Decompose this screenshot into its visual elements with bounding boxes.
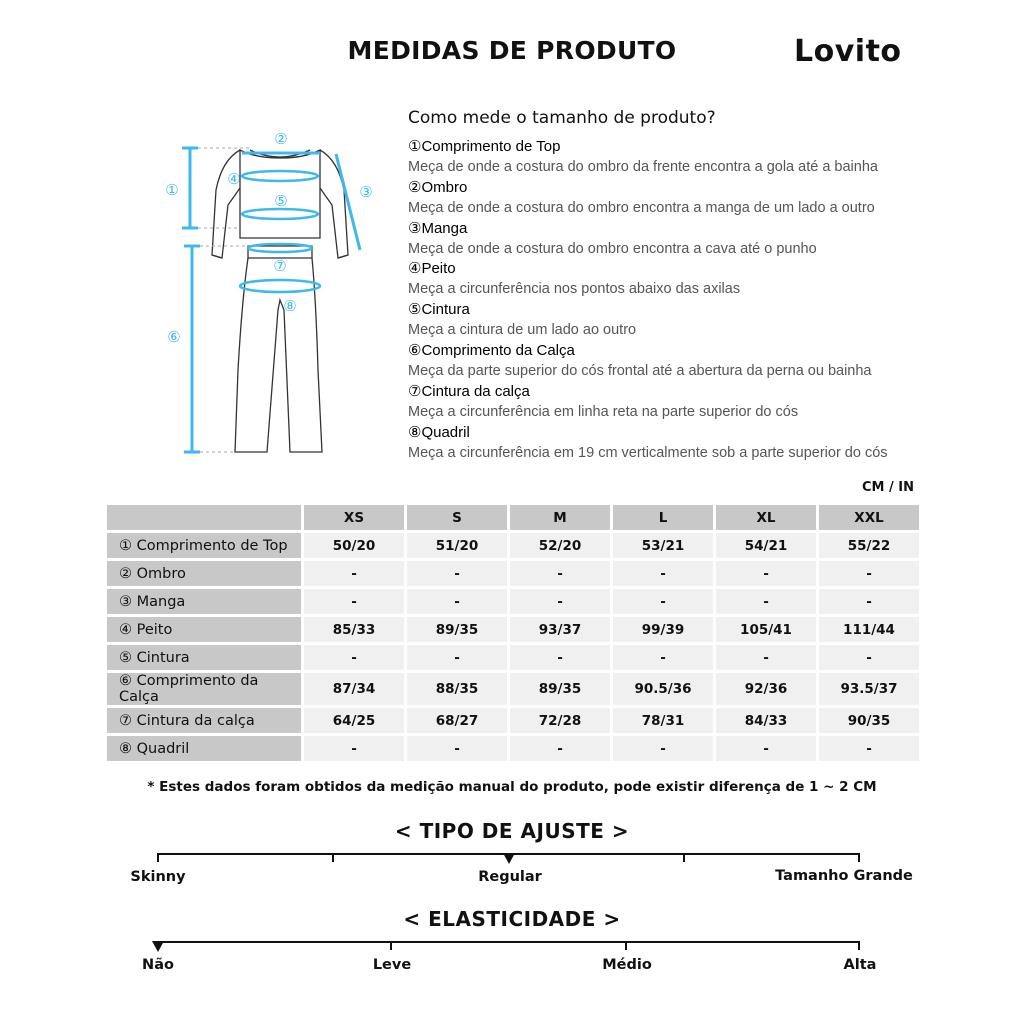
instruction-item xyxy=(408,259,1008,299)
size-value-cell: 51/20 xyxy=(407,533,507,558)
instruction-item xyxy=(408,382,1008,422)
elasticity-label: Leve xyxy=(372,957,412,973)
disclaimer-note: * Estes dados foram obtidos da medição manual do produto, pode existir diferença de 1 ~ 2 CM xyxy=(147,779,877,795)
size-value-cell: 88/35 xyxy=(407,673,507,705)
instruction-item xyxy=(408,341,1008,381)
fit-tick xyxy=(858,853,860,862)
size-value-cell: 84/33 xyxy=(716,708,816,733)
instruction-desc: Meça a circunferência em 19 cm verticalmente sob a parte superior do cós xyxy=(408,445,888,461)
size-value-cell: 54/21 xyxy=(716,533,816,558)
instruction-label: ⑤Cintura xyxy=(408,301,470,318)
measurement-name-cell: ⑤ Cintura xyxy=(107,645,301,670)
instruction-label: ①Comprimento de Top xyxy=(408,138,561,155)
size-value-cell: 87/34 xyxy=(304,673,404,705)
fit-tick xyxy=(157,853,159,862)
size-value-cell: 50/20 xyxy=(304,533,404,558)
brand-logo: Lovito xyxy=(794,34,902,69)
size-value-cell: 89/35 xyxy=(407,617,507,642)
garment-diagram-icon xyxy=(150,120,380,470)
instruction-item xyxy=(408,178,1008,218)
guide-dashes xyxy=(198,148,250,452)
table-header-row xyxy=(107,505,919,530)
size-value-cell: - xyxy=(407,561,507,586)
size-header: L xyxy=(613,505,713,530)
size-value-cell: - xyxy=(304,736,404,761)
instruction-label: ⑦Cintura da calça xyxy=(408,383,530,400)
measurement-name-cell: ③ Manga xyxy=(107,589,301,614)
size-value-cell: 78/31 xyxy=(613,708,713,733)
size-value-cell: 93.5/37 xyxy=(819,673,919,705)
size-chart-table xyxy=(104,502,922,764)
size-value-cell: - xyxy=(407,645,507,670)
elasticity-scale-line xyxy=(158,941,860,943)
table-row xyxy=(107,645,919,670)
mark-1: ① xyxy=(165,181,179,199)
instruction-label: ④Peito xyxy=(408,260,456,277)
instruction-desc: Meça de onde a costura do ombro encontra a cava até o punho xyxy=(408,241,817,257)
instruction-desc: Meça de onde a costura do ombro da frente encontra a gola até a bainha xyxy=(408,159,878,175)
measurement-name-cell: ⑥ Comprimento da Calça xyxy=(107,673,301,705)
size-value-cell: - xyxy=(304,561,404,586)
table-row xyxy=(107,589,919,614)
size-value-cell: - xyxy=(716,561,816,586)
mark-7: ⑦ xyxy=(273,257,287,275)
size-value-cell: 72/28 xyxy=(510,708,610,733)
measurement-name-cell: ⑦ Cintura da calça xyxy=(107,708,301,733)
size-header: XS xyxy=(304,505,404,530)
size-value-cell: - xyxy=(819,645,919,670)
fit-tick xyxy=(683,853,685,862)
size-value-cell: - xyxy=(510,645,610,670)
table-row xyxy=(107,708,919,733)
fit-scale-title: < TIPO DE AJUSTE > xyxy=(394,819,630,843)
size-value-cell: 52/20 xyxy=(510,533,610,558)
size-header: M xyxy=(510,505,610,530)
instruction-item xyxy=(408,219,1008,259)
size-value-cell: 92/36 xyxy=(716,673,816,705)
elasticity-tick xyxy=(858,941,860,950)
elasticity-scale-title: < ELASTICIDADE > xyxy=(403,907,621,931)
size-value-cell: - xyxy=(716,589,816,614)
size-value-cell: - xyxy=(716,736,816,761)
size-value-cell: - xyxy=(819,561,919,586)
size-header: XL xyxy=(716,505,816,530)
mark-6: ⑥ xyxy=(167,328,181,346)
size-value-cell: - xyxy=(407,589,507,614)
mark-2: ② xyxy=(274,130,288,148)
instruction-desc: Meça da parte superior do cós frontal até a abertura da perna ou bainha xyxy=(408,363,872,379)
instruction-item xyxy=(408,137,1008,177)
elasticity-selected-marker xyxy=(152,941,164,952)
size-value-cell: - xyxy=(510,736,610,761)
instruction-label: ⑧Quadril xyxy=(408,424,470,441)
size-value-cell: - xyxy=(304,589,404,614)
size-value-cell: 68/27 xyxy=(407,708,507,733)
fit-selected-marker xyxy=(503,853,515,864)
table-corner xyxy=(107,505,301,530)
instruction-item xyxy=(408,423,1008,463)
size-value-cell: - xyxy=(613,589,713,614)
elasticity-label: Não xyxy=(142,957,174,973)
mark-4: ④ xyxy=(227,170,241,188)
size-value-cell: 93/37 xyxy=(510,617,610,642)
size-value-cell: - xyxy=(716,645,816,670)
size-value-cell: 85/33 xyxy=(304,617,404,642)
size-value-cell: - xyxy=(613,561,713,586)
instruction-desc: Meça de onde a costura do ombro encontra a manga de um lado a outro xyxy=(408,200,875,216)
page-title: MEDIDAS DE PRODUTO xyxy=(347,36,677,65)
instruction-desc: Meça a cintura de um lado ao outro xyxy=(408,322,637,338)
table-row xyxy=(107,736,919,761)
size-value-cell: 53/21 xyxy=(613,533,713,558)
pants-outline xyxy=(235,246,322,452)
table-row xyxy=(107,561,919,586)
size-value-cell: 90/35 xyxy=(819,708,919,733)
instruction-desc: Meça a circunferência nos pontos abaixo das axilas xyxy=(408,281,741,297)
elasticity-label: Alta xyxy=(843,957,877,973)
howto-heading: Como mede o tamanho de produto? xyxy=(408,108,716,128)
size-value-cell: - xyxy=(407,736,507,761)
instruction-label: ③Manga xyxy=(408,220,468,237)
fit-tick xyxy=(332,853,334,862)
mark-8: ⑧ xyxy=(283,297,297,315)
size-value-cell: 111/44 xyxy=(819,617,919,642)
fit-label: Skinny xyxy=(130,869,186,885)
size-value-cell: - xyxy=(510,589,610,614)
table-row xyxy=(107,617,919,642)
table-row xyxy=(107,533,919,558)
size-value-cell: - xyxy=(819,736,919,761)
measurement-name-cell: ② Ombro xyxy=(107,561,301,586)
mark-5: ⑤ xyxy=(274,192,288,210)
table-row xyxy=(107,673,919,705)
size-value-cell: - xyxy=(304,645,404,670)
size-header: S xyxy=(407,505,507,530)
measurement-name-cell: ① Comprimento de Top xyxy=(107,533,301,558)
size-value-cell: 55/22 xyxy=(819,533,919,558)
size-value-cell: 64/25 xyxy=(304,708,404,733)
measurement-name-cell: ④ Peito xyxy=(107,617,301,642)
measurement-name-cell: ⑧ Quadril xyxy=(107,736,301,761)
instruction-item xyxy=(408,300,1008,340)
size-value-cell: 90.5/36 xyxy=(613,673,713,705)
size-value-cell: - xyxy=(510,561,610,586)
size-value-cell: 99/39 xyxy=(613,617,713,642)
mark-3: ③ xyxy=(359,183,373,201)
size-value-cell: - xyxy=(613,736,713,761)
instruction-desc: Meça a circunferência em linha reta na parte superior do cós xyxy=(408,404,799,420)
unit-label: CM / IN xyxy=(862,480,914,495)
size-value-cell: - xyxy=(819,589,919,614)
size-value-cell: 89/35 xyxy=(510,673,610,705)
instruction-label: ⑥Comprimento da Calça xyxy=(408,342,575,359)
elasticity-label: Médio xyxy=(602,957,652,973)
instruction-label: ②Ombro xyxy=(408,179,468,196)
elasticity-tick xyxy=(390,941,392,950)
fit-label: Tamanho Grande xyxy=(775,868,913,884)
size-value-cell: 105/41 xyxy=(716,617,816,642)
fit-label: Regular xyxy=(478,869,542,885)
size-header: XXL xyxy=(819,505,919,530)
elasticity-tick xyxy=(625,941,627,950)
size-value-cell: - xyxy=(613,645,713,670)
